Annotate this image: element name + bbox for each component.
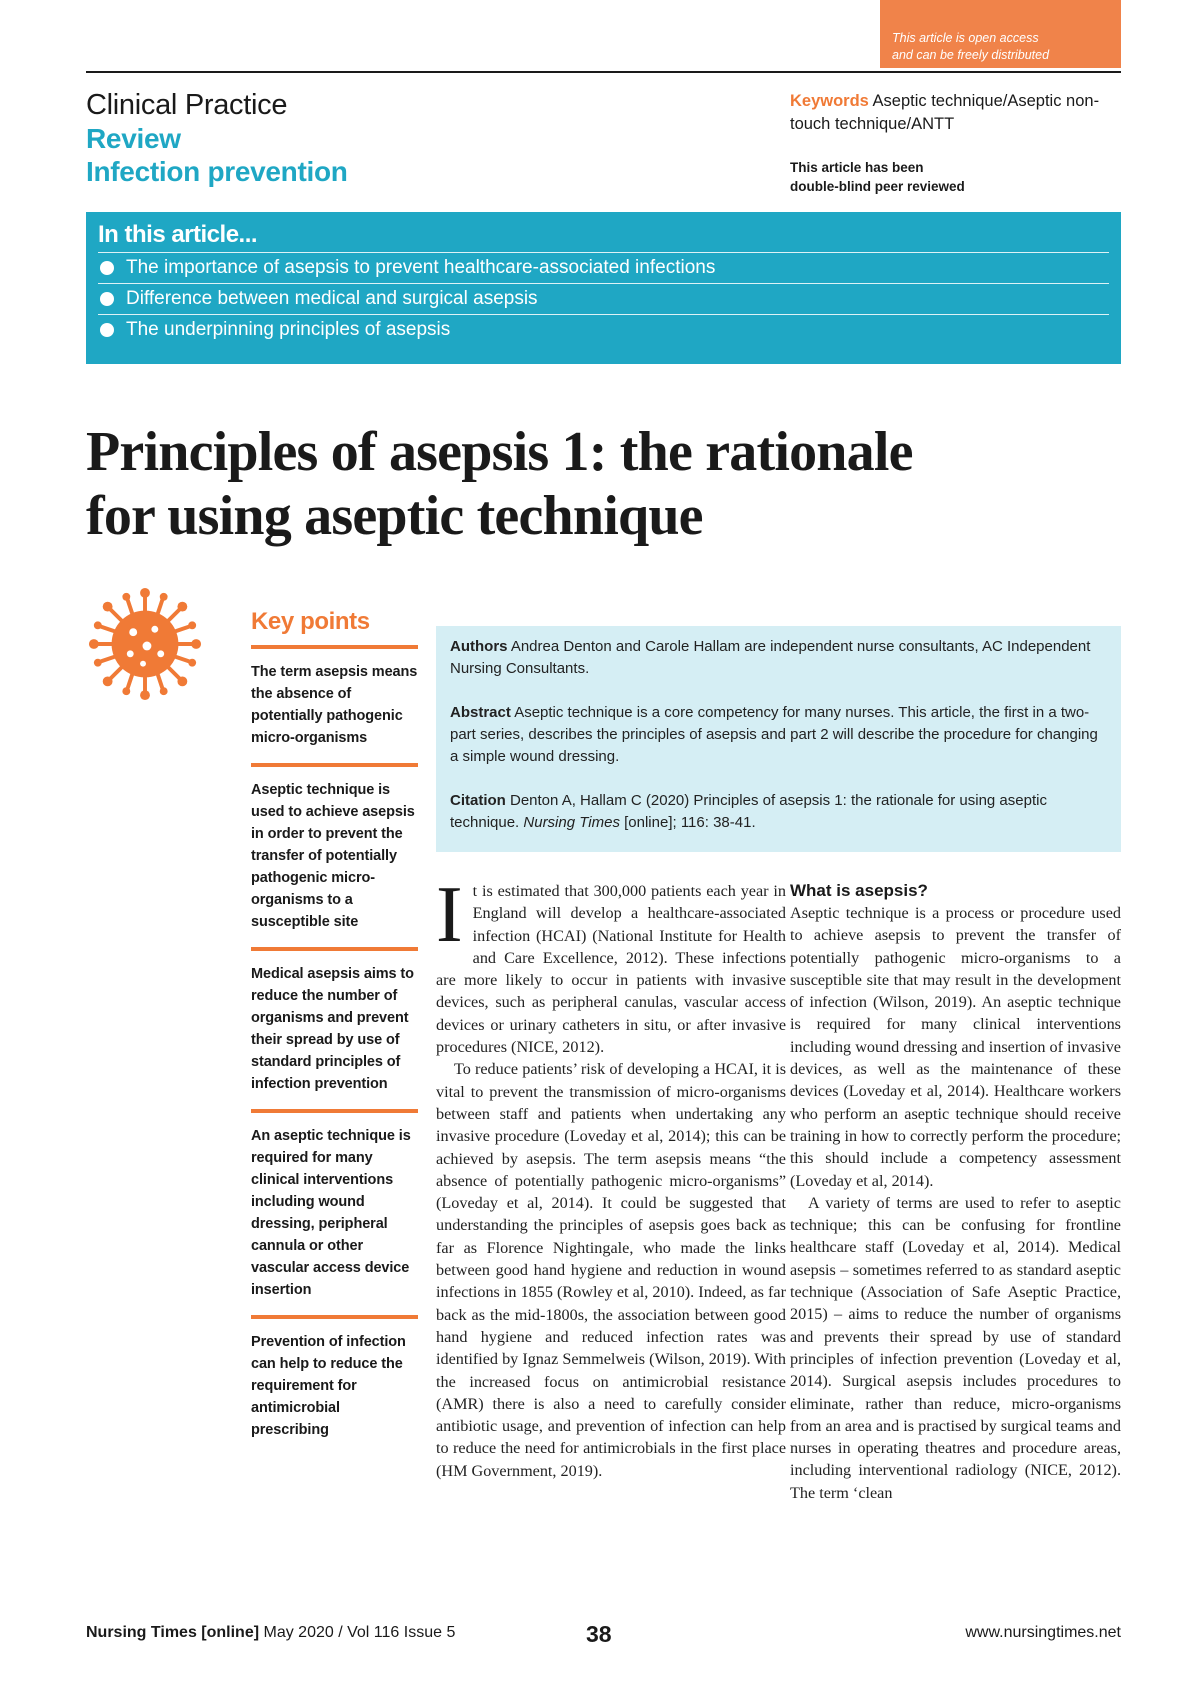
footer-brand: Nursing Times [online] [86,1624,260,1641]
body-paragraph-2: To reduce patients’ risk of developing a HCAI, it is vital to prevent the transmission of micro-organisms between staff and patients when undertaking any invasive procedure (Loveday et al, 2014); this can be achieved by asepsis. The term asepsis means “the absence of potentially pathogenic micro-organisms” (Loveday et al, 2014). It could be suggested that understanding the principles of asepsis goes back as far as Florence Nightingale, who made the links between good hand hygiene and reduction in wound infections in 1855 (Rowley et al, 2010). Indeed, as far back as the mid-1800s, the association between good hand hygiene and reduced infection rates was identified by Ignaz Semmelweis (Wilson, 2019). With the increased focus on antimicrobial resistance (AMR) there is also a need to carefully consider antibiotic usage, and prevention of infection can help to reduce the need for antimicrobials in the first place (HM Government, 2019). [436,1060,786,1480]
key-points-list [251,645,418,1455]
in-this-article-box [86,212,1121,364]
bullet-icon [100,323,114,337]
section-heading [86,88,348,188]
body-column-right [790,880,1121,1504]
section-review: Review [86,123,181,154]
key-points-title: Key points [251,608,370,635]
abstract-label: Abstract [450,704,511,721]
key-point-item: Aseptic technique is used to achieve asepsis in order to prevent the transfer of potentially pathogenic micro-organisms to a susceptible site [251,763,418,947]
page-number: 38 [586,1621,612,1647]
subheading-what-is-asepsis: What is asepsis? [790,881,928,900]
body-paragraph-1-text: t is estimated that 300,000 patients each year in England will develop a healthcare-associated infection (HCAI) (National Institute for Health and Care Excellence, 2012). These infections are more likely to occur in patients with invasive devices, such as peripheral canulas, vascular access devices or urinary catheters in situ, or after invasive procedures (NICE, 2012). [436,882,786,1057]
keywords-label: Keywords [790,92,869,110]
body-column-left [436,871,786,1482]
in-this-article-item-text: The underpinning principles of asepsis [126,319,451,340]
footer-journal-info [86,1624,455,1642]
authors-label: Authors [450,638,508,655]
authors-paragraph [450,636,1107,680]
open-access-badge [880,0,1121,68]
bullet-icon [100,261,114,275]
bullet-icon [100,292,114,306]
in-this-article-title: In this article... [98,220,1109,253]
body-paragraph-1 [436,871,786,1058]
virus-icon [86,585,204,703]
in-this-article-item-text: Difference between medical and surgical asepsis [126,288,538,309]
peer-review-note [790,158,1110,196]
key-point-item: Prevention of infection can help to reduce the requirement for antimicrobial prescribing [251,1315,418,1455]
key-point-item: Medical asepsis aims to reduce the number of organisms and prevent their spread by use of standard principles of infection prevention [251,947,418,1109]
key-point-item: An aseptic technique is required for many clinical interventions including wound dressing, peripheral cannula or other vascular access device insertion [251,1109,418,1315]
citation-paragraph [450,790,1107,834]
citation-journal: Nursing Times [523,814,620,831]
in-this-article-item [98,315,1109,345]
peer-review-line2: double-blind peer reviewed [790,179,965,194]
citation-text-end: [online]; 116: 38-41. [619,814,756,831]
footer-url[interactable]: www.nursingtimes.net [965,1624,1121,1641]
citation-text: Denton A, Hallam C (2020) Principles of asepsis 1: the rationale for using aseptic technique. [450,792,1047,831]
abstract-text: Aseptic technique is a core competency for many nurses. This article, the first in a two-part series, describes the principles of asepsis and part 2 will describe the procedure for changing a simple wound dressing. [450,704,1098,765]
top-rule [86,71,1121,73]
article-info-box [436,626,1121,852]
abstract-paragraph [450,702,1107,768]
section-infection-prevention: Infection prevention [86,156,348,187]
in-this-article-item [98,284,1109,315]
article-title [86,420,1126,548]
open-access-line1: This article is open access [892,31,1039,45]
body-paragraph-3: Aseptic technique is a process or procedure used to achieve asepsis to prevent the transfer of potentially pathogenic micro-organisms to a susceptible site that may result in the development of infection (Wilson, 2019). An aseptic technique is required for many clinical interventions including wound dressing and insertion of invasive devices, as well as the maintenance of these devices (Loveday et al, 2014). Healthcare workers who perform an aseptic technique should receive training in how to correctly perform the procedure; this should include a competency assessment (Loveday et al, 2014). [790,904,1121,1190]
body-paragraph-4: A variety of terms are used to refer to aseptic technique; this can be confusing for frontline healthcare staff (Loveday et al, 2014). Medical asepsis – sometimes referred to as standard aseptic technique (Association of Safe Aseptic Practice, 2015) – aims to reduce the number of organisms and prevents their spread by use of standard principles of infection prevention (Loveday et al, 2014). Surgical asepsis includes procedures to eliminate, rather than reduce, micro-organisms from an area and is practised by surgical teams and nurses in operating theatres and procedure areas, including interventional radiology (NICE, 2012). The term ‘clean [790,1193,1121,1502]
article-title-line1: Principles of asepsis 1: the rationale [86,421,913,483]
open-access-line2: and can be freely distributed [892,48,1050,62]
article-title-line2: for using aseptic technique [86,485,703,547]
citation-label: Citation [450,792,506,809]
keywords [790,90,1110,136]
keywords-text: Aseptic technique/Aseptic non-touch technique/ANTT [790,92,1100,133]
key-point-item: The term asepsis means the absence of potentially pathogenic micro-organisms [251,645,418,763]
section-clinical-practice: Clinical Practice [86,89,288,121]
peer-review-line1: This article has been [790,160,924,175]
authors-text: Andrea Denton and Carole Hallam are independent nurse consultants, AC Independent Nursing Consultants. [450,638,1091,677]
in-this-article-item-text: The importance of asepsis to prevent healthcare-associated infections [126,257,716,278]
in-this-article-item [98,253,1109,284]
drop-cap: I [436,871,463,959]
footer-issue: May 2020 / Vol 116 Issue 5 [259,1624,456,1641]
